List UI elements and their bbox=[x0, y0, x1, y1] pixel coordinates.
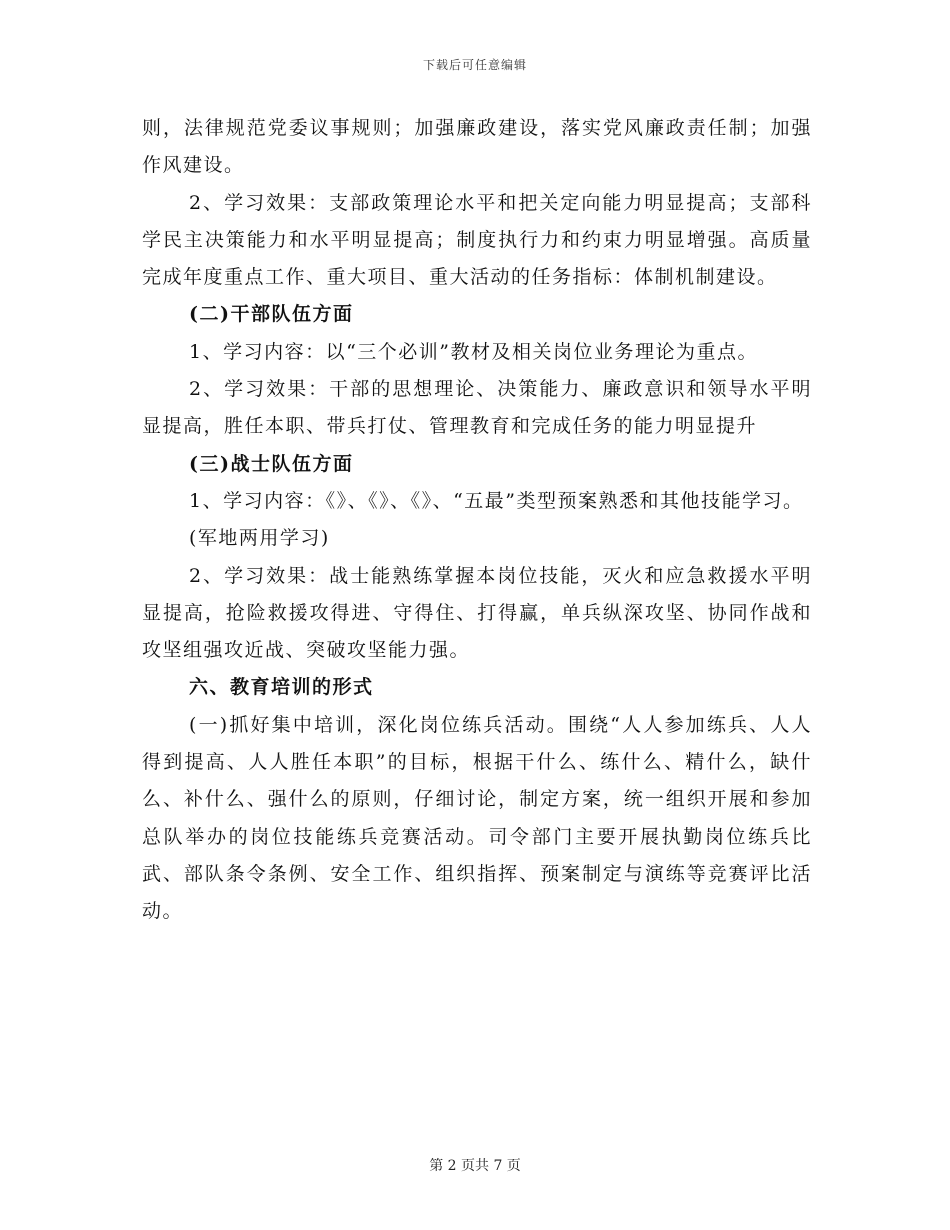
body-paragraph: 2、学习效果：战士能熟练掌握本岗位技能，灭火和应急救援水平明显提高，抢险救援攻得进、守得住、打得赢，单兵纵深攻坚、协同作战和攻坚组强攻近战、突破攻坚能力强。 bbox=[142, 564, 812, 662]
body-paragraph: 2、学习效果：干部的思想理论、决策能力、廉政意识和领导水平明显提高，胜任本职、带兵打仗、管理教育和完成任务的能力明显提升 bbox=[142, 378, 812, 438]
body-paragraph: 1、学习内容：以“三个必训”教材及相关岗位业务理论为重点。 bbox=[189, 340, 759, 363]
body-paragraph: 1、学习内容：《》、《》、《》、“五最”类型预案熟悉和其他技能学习。 bbox=[189, 489, 804, 512]
section-heading: (二)干部队伍方面 bbox=[189, 303, 354, 326]
body-paragraph: (一)抓好集中培训，深化岗位练兵活动。围绕“人人参加练兵、人人得到提高、人人胜任本职”的目标，根据干什么、练什么、精什么，缺什么、补什么、强什么的原则，仔细讨论，制定方案，统一组织开展和参加总队举办的岗位技能练兵竞赛活动。司令部门主要开展执勤岗位练兵比武、部队条令条例、安全工作、组织指挥、预案制定与演练等竞赛评比活动。 bbox=[142, 713, 812, 923]
page-footer: 第 2 页共 7 页 bbox=[429, 1158, 521, 1174]
page-header: 下载后可任意编辑 bbox=[422, 58, 527, 72]
body-paragraph: 2、学习效果：支部政策理论水平和把关定向能力明显提高；支部科学民主决策能力和水平明显提高；制度执行力和约束力明显增强。高质量完成年度重点工作、重大项目、重大活动的任务指标：体制机制建设。 bbox=[142, 191, 812, 289]
body-paragraph: 则，法律规范党委议事规则；加强廉政建设，落实党风廉政责任制；加强作风建设。 bbox=[142, 117, 812, 177]
body-paragraph: (军地两用学习) bbox=[189, 527, 330, 550]
document-body bbox=[142, 110, 812, 931]
section-heading: (三)战士队伍方面 bbox=[189, 452, 354, 475]
section-heading: 六、教育培训的形式 bbox=[189, 676, 374, 699]
